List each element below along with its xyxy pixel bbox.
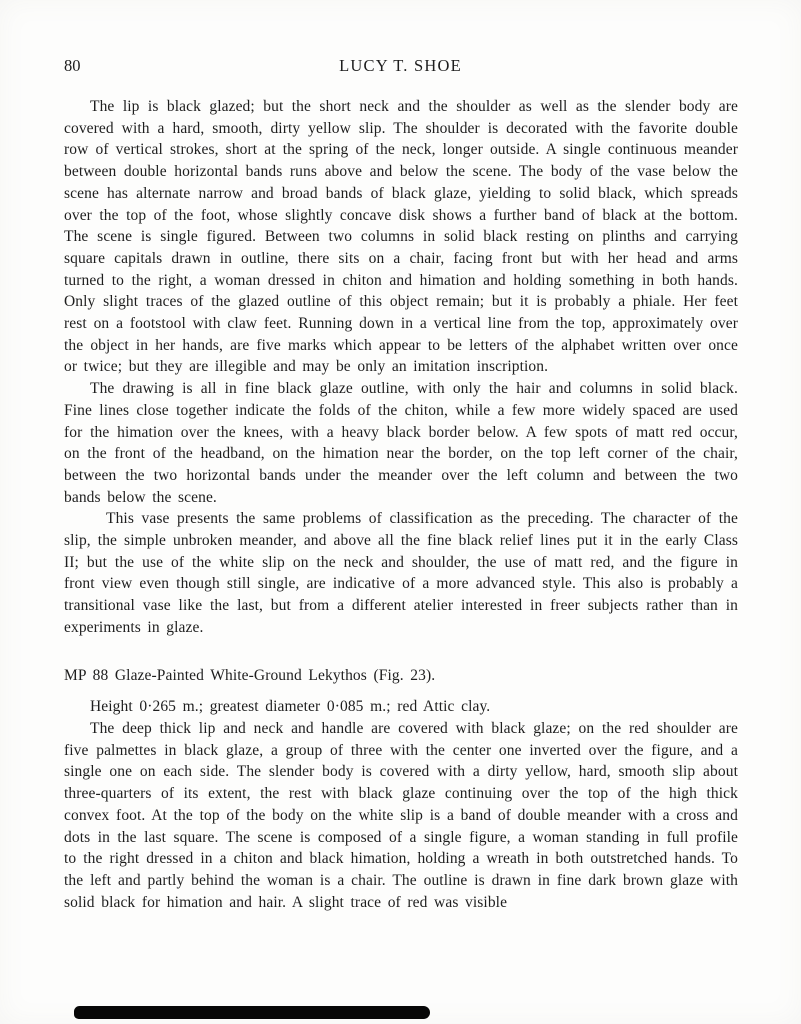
- paragraph-classification: This vase presents the same problems of classification as the preceding. The character of the slip, the simple unbroken meander, and above all the fine black relief lines put it in the early Class II; but the use of the white slip on the neck and shoulder, the use of matt red, and the figure in front view even though still single, are indicative of a more advanced style. This also is probably a transitional vase like the last, but from a different atelier interested in freer subjects rather than in experiments in glaze.: [64, 510, 738, 636]
- scan-artifact-bar: [74, 1006, 430, 1019]
- paragraph-lip-description: The lip is black glazed; but the short neck and the shoulder as well as the slender body are covered with a hard, smooth, dirty yellow slip. The shoulder is decorated with the favorite double row of vertical strokes, short at the spring of the neck, longer outside. A single continuous meander between double horizontal bands runs above and below the scene. The body of the vase below the scene has alternate narrow and broad bands of black glaze, yielding to solid black, which spreads over the top of the foot, whose slightly concave disk shows a further band of black at the bottom. The scene is single figured. Between two columns in solid black resting on plinths and carrying square capitals drawn in outline, there sits on a chair, facing front but with her head and arms turned to the right, a woman dressed in chiton and himation and holding something in both hands. Only slight traces of the glazed outline of this object remain; but it is probably a phiale. Her feet rest on a footstool with claw feet. Running down in a vertical line from the top, approximately over the object in her hands, are five marks which appear to be letters of the alphabet written over once or twice; but they are illegible and may be only an imitation inscription.: [64, 98, 738, 376]
- paragraph-drawing-description: The drawing is all in fine black glaze outline, with only the hair and columns in solid black. Fine lines close together indicate the folds of the chiton, while a few more widely spaced are used for the himation over the knees, with a heavy black border below. A few spots of matt red occur, on the front of the headband, on the himation near the border, on the top left corner of the chair, between the two horizontal bands under the meander over the left column and between the two bands below the scene.: [64, 380, 738, 506]
- catalog-entry-heading: MP 88 Glaze-Painted White-Ground Lekythos (Fig. 23).: [64, 666, 436, 684]
- measurements-line: Height 0·265 m.; greatest diameter 0·085 m.; red Attic clay.: [90, 698, 491, 716]
- page-body: [64, 96, 738, 913]
- running-title: LUCY T. SHOE: [339, 56, 462, 75]
- paragraph-lekythos-description: The deep thick lip and neck and handle are covered with black glaze; on the red shoulder are five palmettes in black glaze, a group of three with the center one inverted over the figure, and a single one on each side. The slender body is covered with a dirty yellow, hard, smooth slip about three-quarters of its extent, the rest with black glaze continuing over the top of the high thick convex foot. At the top of the body on the white slip is a band of double meander with a cross and dots in the last square. The scene is composed of a single figure, a woman standing in full profile to the right dressed in a chiton and black himation, holding a wreath in both outstretched hands. To the left and partly behind the woman is a chair. The outline is drawn in fine dark brown glaze with solid black for himation and hair. A slight trace of red was visible: [64, 719, 738, 911]
- page-header: [64, 56, 737, 78]
- page-number: 80: [64, 56, 81, 75]
